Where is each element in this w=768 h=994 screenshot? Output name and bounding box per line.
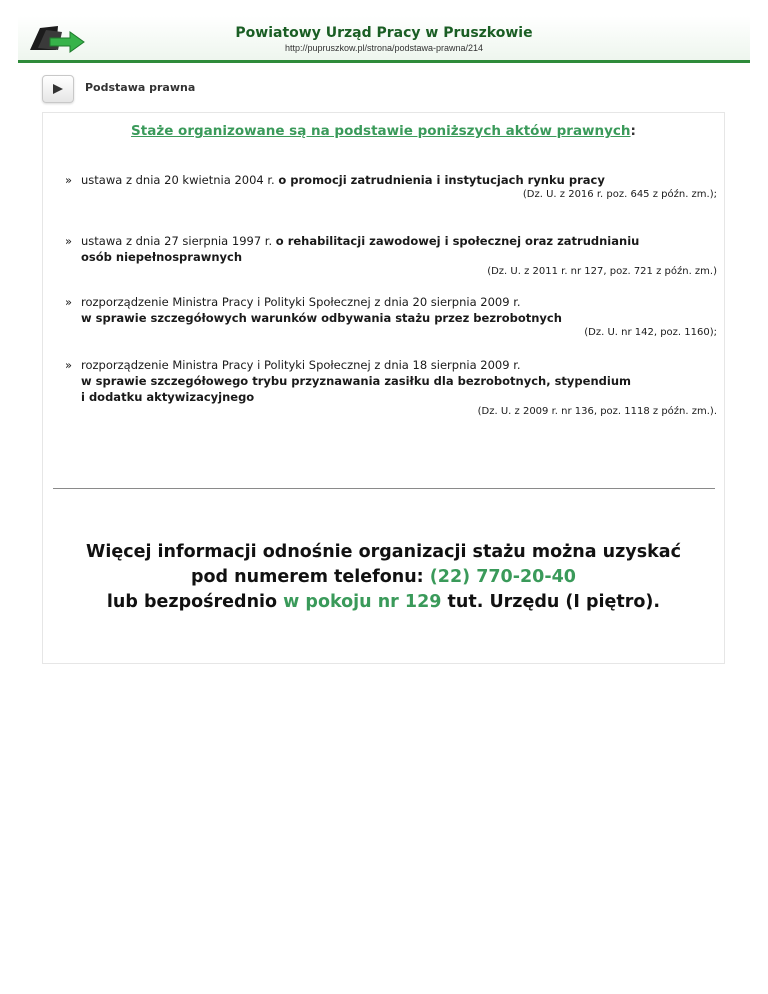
play-arrow-icon — [52, 83, 64, 95]
content-heading — [43, 123, 724, 139]
content-panel — [42, 112, 725, 664]
item-prefix: ustawa z dnia 27 sierpnia 1997 r. — [81, 234, 276, 248]
room-number: w pokoju nr 129 — [283, 592, 442, 612]
item-prefix: rozporządzenie Ministra Pracy i Polityki Społecznej z dnia 20 sierpnia 2009 r. — [81, 295, 521, 309]
bullet: » — [65, 295, 73, 309]
item-prefix: rozporządzenie Ministra Pracy i Polityki Społecznej z dnia 18 sierpnia 2009 r. — [81, 358, 521, 372]
list-item — [65, 294, 717, 339]
site-url[interactable]: http://pupruszkow.pl/strona/podstawa-prawna/214 — [284, 43, 484, 53]
breadcrumb-button[interactable] — [42, 75, 74, 103]
divider — [53, 488, 715, 489]
item-title-cont: i dodatku aktywizacyjnego — [81, 390, 255, 404]
info-line-2 — [43, 565, 724, 590]
info-phone-label: pod numerem telefonu: — [191, 567, 430, 587]
item-title: w sprawie szczegółowego trybu przyznawania zasiłku dla bezrobotnych, stypendium — [81, 374, 631, 388]
info-direct-label: lub bezpośrednio — [106, 592, 284, 612]
item-title: o rehabilitacji zawodowej i społecznej oraz zatrudnianiu — [275, 234, 640, 248]
info-line-3 — [43, 590, 724, 615]
item-title: w sprawie szczegółowych warunków odbywania stażu przez bezrobotnych — [81, 311, 562, 325]
bullet: » — [65, 234, 73, 248]
item-reference: (Dz. U. nr 142, poz. 1160); — [584, 327, 717, 338]
list-item — [65, 357, 717, 418]
item-reference: (Dz. U. z 2016 r. poz. 645 z późn. zm.); — [522, 189, 717, 200]
heading-colon: : — [630, 123, 636, 139]
site-title: Powiatowy Urząd Pracy w Pruszkowie — [235, 25, 533, 41]
item-title: o promocji zatrudnienia i instytucjach rynku pracy — [278, 173, 605, 187]
item-reference: (Dz. U. z 2009 r. nr 136, poz. 1118 z późn. zm.). — [477, 406, 717, 417]
heading-text: Staże organizowane są na podstawie poniższych aktów prawnych — [131, 123, 631, 139]
contact-info — [43, 540, 724, 615]
bullet: » — [65, 173, 73, 187]
phone-number: (22) 770-20-40 — [429, 567, 576, 587]
list-item — [65, 172, 717, 201]
bullet: » — [65, 358, 73, 372]
item-reference: (Dz. U. z 2011 r. nr 127, poz. 721 z późn. zm.) — [487, 266, 717, 277]
site-header — [18, 16, 750, 63]
item-prefix: ustawa z dnia 20 kwietnia 2004 r. — [81, 173, 279, 187]
breadcrumb-label: Podstawa prawna — [85, 81, 196, 94]
info-line-1: Więcej informacji odnośnie organizacji stażu można uzyskać — [86, 542, 681, 562]
info-office: tut. Urzędu (I piętro). — [441, 592, 661, 612]
list-item — [65, 233, 717, 278]
item-title-cont: osób niepełnosprawnych — [81, 250, 243, 264]
